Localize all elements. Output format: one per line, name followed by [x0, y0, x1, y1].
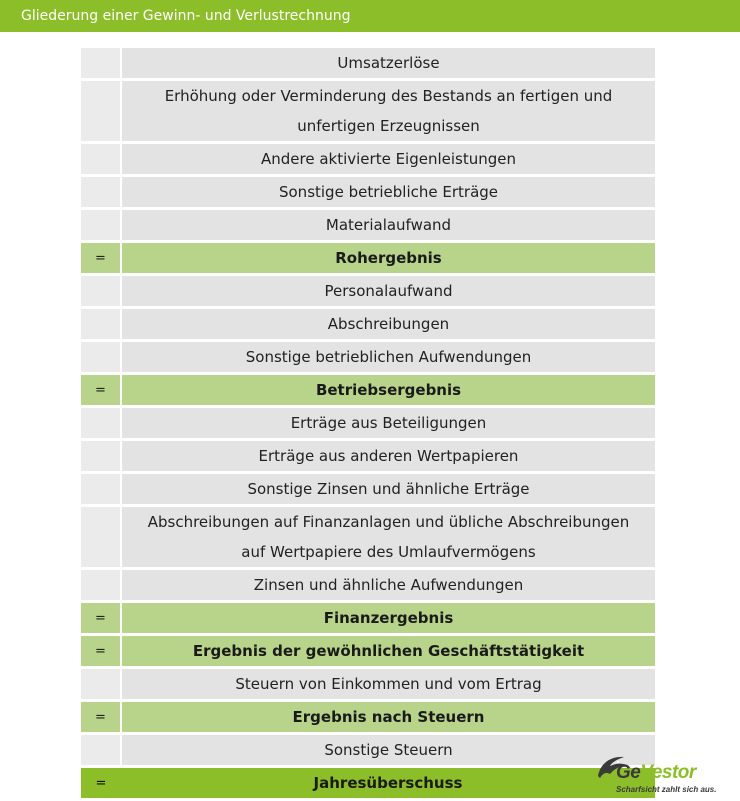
row-symbol	[81, 177, 120, 207]
result-row	[81, 243, 655, 273]
row-label-line: Erhöhung oder Verminderung des Bestands an fertigen und	[164, 87, 613, 105]
logo-tagline: Scharfsicht zahlt sich aus.	[616, 785, 717, 794]
equals-symbol: =	[81, 768, 121, 798]
table-row	[81, 81, 655, 141]
result-row	[81, 636, 655, 666]
result-row	[81, 603, 655, 633]
row-symbol	[81, 507, 120, 567]
row-label: Zinsen und ähnliche Aufwendungen	[122, 570, 655, 600]
table-row	[81, 507, 655, 567]
equals-symbol: =	[81, 636, 120, 666]
table-row	[81, 210, 655, 240]
row-symbol	[81, 276, 120, 306]
result-label: Rohergebnis	[122, 243, 655, 273]
row-label-line: Abschreibungen auf Finanzanlagen und übliche Abschreibungen	[147, 513, 630, 531]
row-label-line: auf Wertpapiere des Umlaufvermögens	[241, 543, 536, 561]
row-symbol	[81, 735, 120, 765]
row-label: Sonstige Steuern	[122, 735, 655, 765]
row-label: Sonstige betriebliche Erträge	[122, 177, 655, 207]
row-label: Erträge aus anderen Wertpapieren	[122, 441, 655, 471]
row-symbol	[81, 144, 120, 174]
table-row	[81, 474, 655, 504]
row-label: Andere aktivierte Eigenleistungen	[122, 144, 655, 174]
result-label: Betriebsergebnis	[122, 375, 655, 405]
page-title: Gliederung einer Gewinn- und Verlustrechnung	[21, 8, 351, 24]
final-result-row	[81, 768, 655, 798]
row-label: Abschreibungen	[122, 309, 655, 339]
equals-symbol: =	[81, 702, 120, 732]
row-label: Umsatzerlöse	[122, 48, 655, 78]
row-label	[122, 81, 655, 141]
row-label: Sonstige Zinsen und ähnliche Erträge	[122, 474, 655, 504]
row-label: Materialaufwand	[122, 210, 655, 240]
equals-symbol: =	[81, 375, 120, 405]
table-row	[81, 735, 655, 765]
logo-word-vestor: Vestor	[640, 762, 696, 783]
table-row	[81, 570, 655, 600]
gv-table	[81, 48, 655, 801]
result-label: Ergebnis nach Steuern	[122, 702, 655, 732]
row-symbol	[81, 342, 120, 372]
row-label: Erträge aus Beteiligungen	[122, 408, 655, 438]
row-symbol	[81, 48, 120, 78]
table-row	[81, 309, 655, 339]
result-label: Ergebnis der gewöhnlichen Geschäftstätigkeit	[122, 636, 655, 666]
table-row	[81, 177, 655, 207]
row-symbol	[81, 570, 120, 600]
result-row	[81, 702, 655, 732]
row-label	[122, 507, 655, 567]
row-symbol	[81, 309, 120, 339]
row-symbol	[81, 669, 120, 699]
row-symbol	[81, 441, 120, 471]
equals-symbol: =	[81, 603, 120, 633]
table-row	[81, 441, 655, 471]
logo-word-ge: Ge	[616, 762, 641, 783]
row-symbol	[81, 474, 120, 504]
equals-symbol: =	[81, 243, 120, 273]
row-symbol	[81, 408, 120, 438]
table-row	[81, 276, 655, 306]
row-label-line: unfertigen Erzeugnissen	[297, 117, 480, 135]
row-symbol	[81, 81, 120, 141]
table-row	[81, 48, 655, 78]
row-label: Sonstige betrieblichen Aufwendungen	[122, 342, 655, 372]
page-header	[0, 0, 740, 32]
logo-wordmark	[616, 762, 696, 784]
gevestor-logo	[596, 754, 730, 796]
table-row	[81, 144, 655, 174]
final-result-label: Jahresüberschuss	[121, 768, 655, 798]
row-label: Steuern von Einkommen und vom Ertrag	[122, 669, 655, 699]
table-row	[81, 669, 655, 699]
row-label: Personalaufwand	[122, 276, 655, 306]
row-symbol	[81, 210, 120, 240]
result-label: Finanzergebnis	[122, 603, 655, 633]
table-row	[81, 408, 655, 438]
result-row	[81, 375, 655, 405]
table-row	[81, 342, 655, 372]
